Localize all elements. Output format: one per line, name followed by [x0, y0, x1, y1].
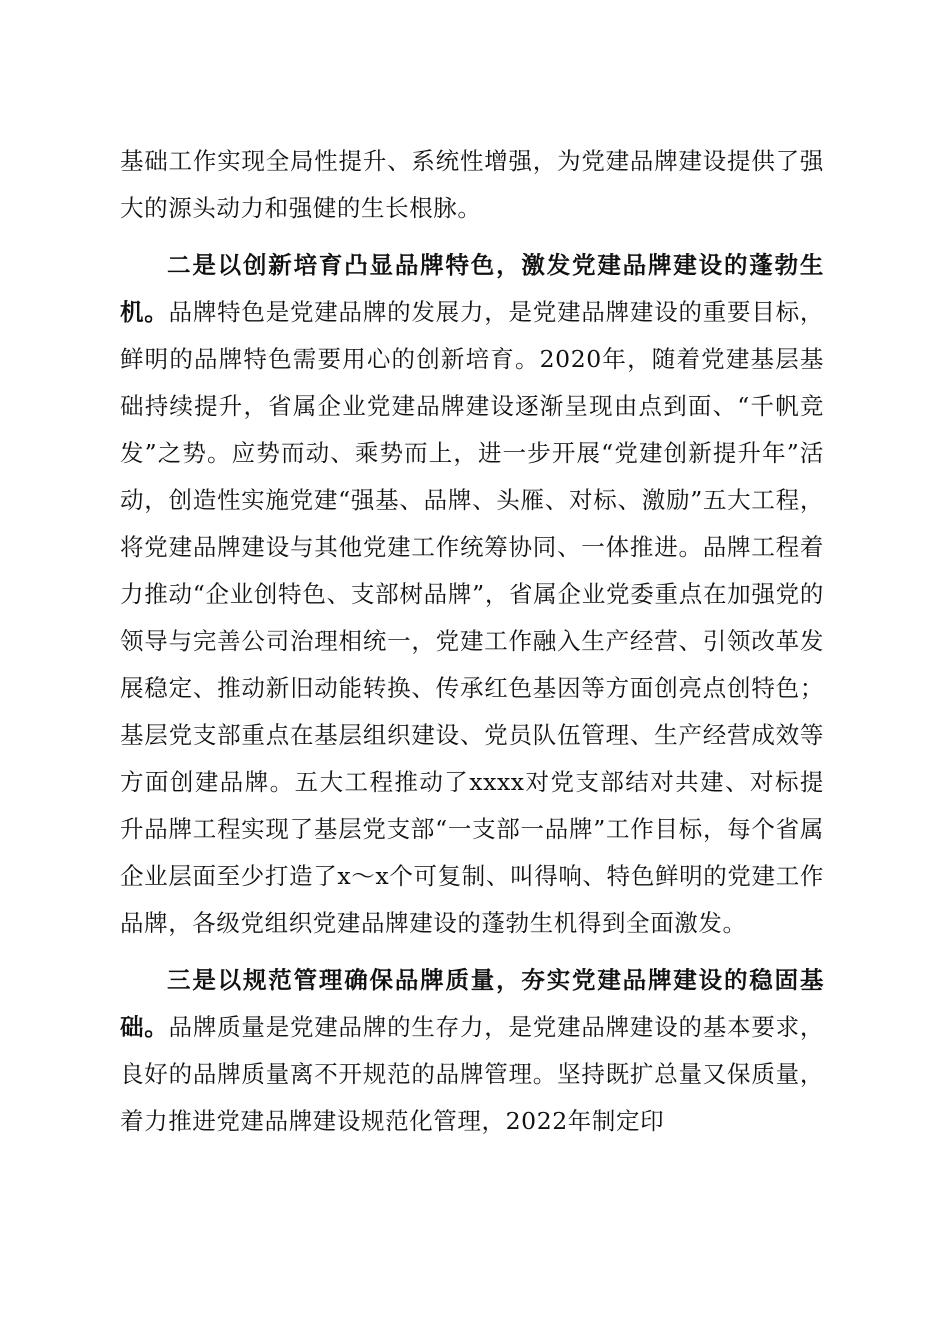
paragraph-point-three: [120, 957, 824, 1145]
paragraph-lead: 二是以创新培育凸显品牌特色，激发党建品牌建设的蓬勃生机。: [120, 251, 824, 326]
paragraph-continuation: [120, 138, 824, 232]
paragraph-body: 基础工作实现全局性提升、系统性增强，为党建品牌建设提供了强大的源头动力和强健的生长根脉。: [120, 147, 824, 222]
paragraph-lead: 三是以规范管理确保品牌质量，夯实党建品牌建设的稳固基础。: [120, 966, 824, 1041]
paragraph-point-two: [120, 242, 824, 947]
paragraph-body: 品牌特色是党建品牌的发展力，是党建品牌建设的重要目标，鲜明的品牌特色需要用心的创新培育。2020年，随着党建基层基础持续提升，省属企业党建品牌建设逐渐呈现由点到面、“千帆竞发”之势。应势而动、乘势而上，进一步开展“党建创新提升年”活动，创造性实施党建“强基、品牌、头雁、对标、激励”五大工程，将党建品牌建设与其他党建工作统筹协同、一体推进。品牌工程着力推动“企业创特色、支部树品牌”，省属企业党委重点在加强党的领导与完善公司治理相统一，党建工作融入生产经营、引领改革发展稳定、推动新旧动能转换、传承红色基因等方面创亮点创特色；基层党支部重点在基层组织建设、党员队伍管理、生产经营成效等方面创建品牌。五大工程推动了xxxx对党支部结对共建、对标提升品牌工程实现了基层党支部“一支部一品牌”工作目标，每个省属企业层面至少打造了x～x个可复制、叫得响、特色鲜明的党建工作品牌，各级党组织党建品牌建设的蓬勃生机得到全面激发。: [120, 298, 825, 937]
document-body: [120, 138, 824, 1155]
paragraph-body: 品牌质量是党建品牌的生存力，是党建品牌建设的基本要求，良好的品牌质量离不开规范的品牌管理。坚持既扩总量又保质量，着力推进党建品牌建设规范化管理，2022年制定印: [120, 1013, 825, 1135]
